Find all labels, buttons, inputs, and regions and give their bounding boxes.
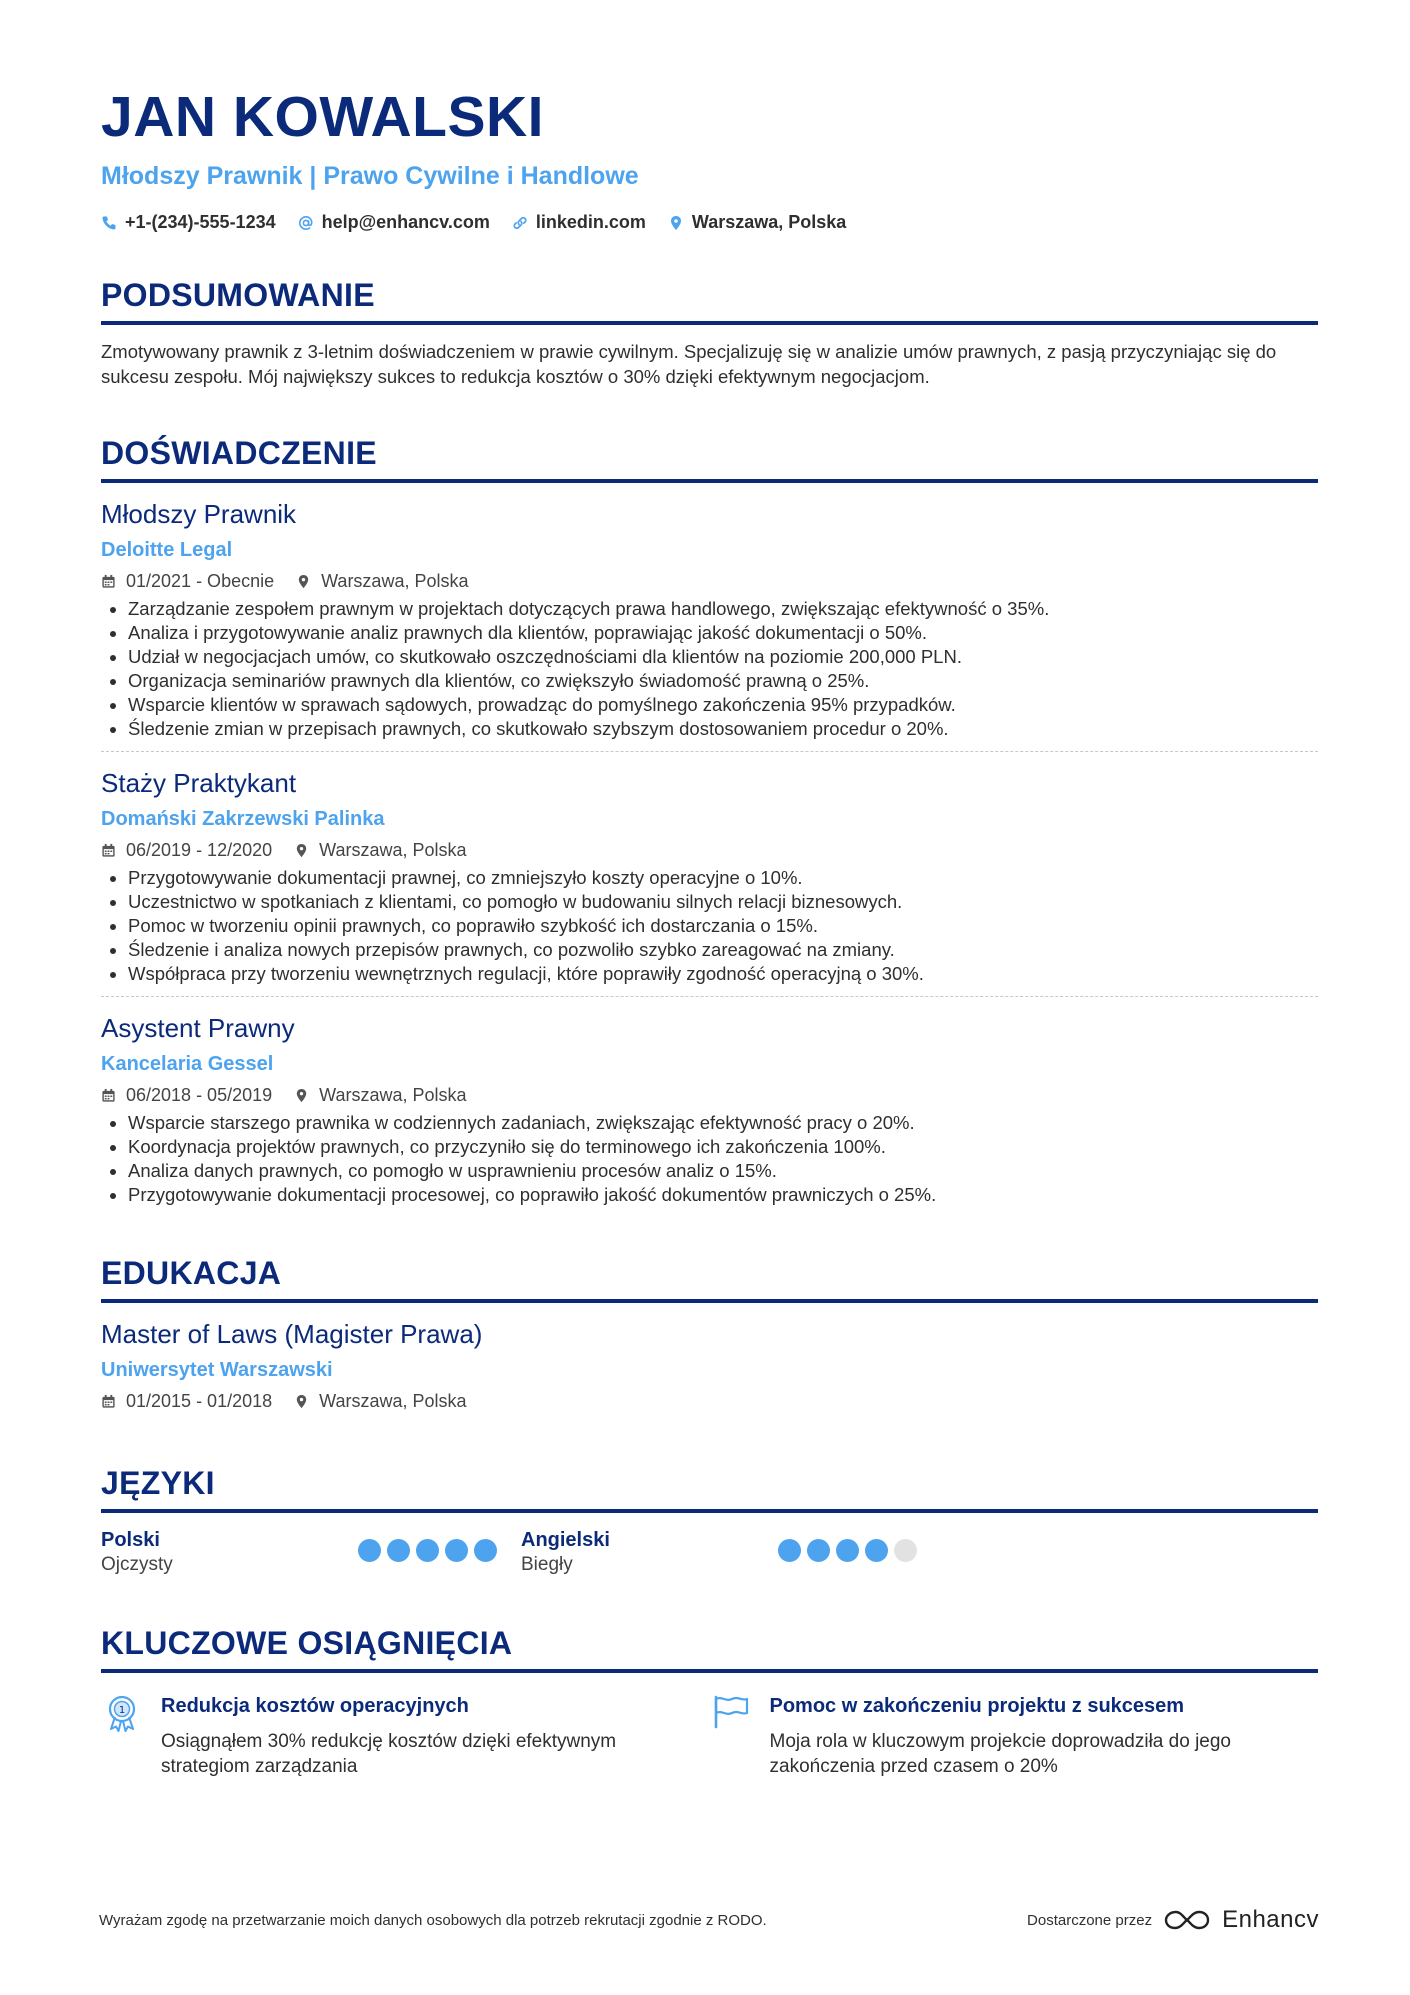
at-icon: [298, 215, 314, 231]
language-item: [521, 1527, 941, 1577]
dates-text: 01/2015 - 01/2018: [126, 1391, 273, 1411]
company-name: Kancelaria Gessel: [101, 1053, 274, 1075]
company-name: Deloitte Legal: [101, 539, 233, 561]
job-meta: [101, 569, 1318, 593]
rating-dot-filled: [865, 1539, 888, 1562]
achievements-heading: KLUCZOWE OSIĄGNIĘCIA: [101, 1623, 1318, 1673]
job-dates: [101, 838, 272, 862]
list-item: • Koordynacja projektów prawnych, co przyczyniło się do terminowego ich zakończenia 100%.: [128, 1135, 1318, 1159]
calendar-icon: [101, 574, 116, 589]
achievement-list: [101, 866, 1318, 986]
language-list: [101, 1527, 1318, 1577]
rating-dot-filled: [778, 1539, 801, 1562]
job-title: Staży Praktykant: [101, 768, 297, 798]
job-location: [294, 1083, 466, 1107]
experience-entry: [101, 997, 1318, 1217]
dates-text: 06/2018 - 05/2019: [126, 1085, 273, 1105]
location-pin-icon: [296, 574, 311, 589]
achievement-card: [710, 1693, 1319, 1779]
language-level: Biegły: [521, 1554, 573, 1575]
school-name: Uniwersytet Warszawski: [101, 1359, 333, 1381]
powered-by-label: Dostarczone przez: [1027, 1911, 1153, 1929]
education-meta: [101, 1389, 1318, 1413]
location-text: Warszawa, Polska: [691, 212, 847, 232]
list-item: • Pomoc w tworzeniu opinii prawnych, co poprawiło szybkość ich dostarczania o 15%.: [128, 914, 1318, 938]
calendar-icon: [101, 1394, 116, 1409]
enhancv-logo-icon: [1164, 1909, 1210, 1931]
experience-heading: DOŚWIADCZENIE: [101, 433, 1318, 483]
language-name: Polski: [101, 1529, 160, 1551]
list-item: • Analiza i przygotowywanie analiz prawnych dla klientów, poprawiając jakość dokumentacji o 50%.: [128, 621, 1318, 645]
language-level: Ojczysty: [101, 1554, 173, 1575]
achievements-section: [101, 1623, 1318, 1779]
achievement-list: [101, 597, 1318, 741]
rating-dot-filled: [416, 1539, 439, 1562]
powered-by[interactable]: [1027, 1906, 1319, 1934]
list-item: • Uczestnictwo w spotkaniach z klientami, co pomogło w budowaniu silnych relacji biznesowych.: [128, 890, 1318, 914]
languages-heading: JĘZYKI: [101, 1463, 1318, 1513]
email-text: help@enhancv.com: [321, 212, 490, 232]
education-entry: [101, 1303, 1318, 1423]
education-location: [294, 1389, 466, 1413]
job-title: Asystent Prawny: [101, 1013, 295, 1043]
location-text: Warszawa, Polska: [319, 840, 467, 860]
link-icon: [512, 215, 528, 231]
list-item: • Przygotowywanie dokumentacji prawnej, co zmniejszyło koszty operacyjne o 10%.: [128, 866, 1318, 890]
list-item: • Wsparcie klientów w sprawach sądowych, prowadząc do pomyślnego zakończenia 95% przypadków.: [128, 693, 1318, 717]
list-item: • Śledzenie zmian w przepisach prawnych, co skutkowało szybszym dostosowaniem procedur o 20%.: [128, 717, 1318, 741]
achievement-title: Redukcja kosztów operacyjnych: [161, 1695, 469, 1717]
location-pin-icon: [294, 1088, 309, 1103]
rating-dot-filled: [474, 1539, 497, 1562]
list-item: • Udział w negocjacjach umów, co skutkowało oszczędnościami dla klientów na poziomie 200,000 PLN.: [128, 645, 1318, 669]
svg-text:1: 1: [118, 1705, 126, 1716]
location-text: Warszawa, Polska: [321, 571, 469, 591]
language-item: [101, 1527, 521, 1577]
experience-section: [101, 433, 1318, 1217]
languages-section: [101, 1463, 1318, 1577]
job-meta: [101, 838, 1318, 862]
experience-entry: [101, 483, 1318, 752]
rating-dot-filled: [807, 1539, 830, 1562]
award-badge-icon: [101, 1693, 143, 1779]
list-item: • Śledzenie i analiza nowych przepisów prawnych, co pozwoliło szybko zareagować na zmiany.: [128, 938, 1318, 962]
achievement-list: [101, 1111, 1318, 1207]
summary-section: [101, 275, 1318, 389]
list-item: • Wsparcie starszego prawnika w codziennych zadaniach, zwiększając efektywność pracy o 20%.: [128, 1111, 1318, 1135]
calendar-icon: [101, 1088, 116, 1103]
job-location: [296, 569, 468, 593]
company-name: Domański Zakrzewski Palinka: [101, 808, 385, 830]
job-dates: [101, 1083, 272, 1107]
contact-bar: [101, 212, 1318, 233]
location-text: Warszawa, Polska: [319, 1391, 467, 1411]
link-text: linkedin.com: [535, 212, 646, 232]
rating-dot-filled: [836, 1539, 859, 1562]
candidate-name: JAN KOWALSKI: [101, 85, 545, 149]
language-rating: [778, 1539, 917, 1577]
footer: [99, 1906, 1319, 1934]
dates-text: 01/2021 - Obecnie: [126, 571, 275, 591]
dates-text: 06/2019 - 12/2020: [126, 840, 273, 860]
brand-name: Enhancv: [1222, 1906, 1319, 1933]
location-pin-icon: [294, 843, 309, 858]
location-pin-icon: [668, 215, 684, 231]
job-dates: [101, 569, 274, 593]
language-rating: [358, 1539, 497, 1577]
phone-text: +1-(234)-555-1234: [125, 212, 276, 232]
resume-content: [101, 82, 1318, 1779]
achievement-grid: [101, 1693, 1318, 1779]
language-name: Angielski: [521, 1529, 610, 1551]
education-section: [101, 1253, 1318, 1423]
experience-entry: [101, 752, 1318, 997]
rating-dot-empty: [894, 1539, 917, 1562]
list-item: • Przygotowywanie dokumentacji procesowej, co poprawiło jakość dokumentów prawniczych o 25%.: [128, 1183, 1318, 1207]
job-meta: [101, 1083, 1318, 1107]
list-item: • Współpraca przy tworzeniu wewnętrznych regulacji, które poprawiły zgodność operacyjną o 30%.: [128, 962, 1318, 986]
achievement-title: Pomoc w zakończeniu projektu z sukcesem: [769, 1695, 1185, 1717]
summary-text: Zmotywowany prawnik z 3-letnim doświadczeniem w prawie cywilnym. Specjalizuję się w analizie umów prawnych, z pasją przyczyniając się do sukcesu zespołu. Mój największy sukces to redukcja kosztów o 30% dzięki efektywnym negocjacjom.: [101, 341, 1277, 387]
contact-email[interactable]: [298, 212, 490, 233]
rating-dot-filled: [358, 1539, 381, 1562]
job-title: Młodszy Prawnik: [101, 499, 297, 529]
job-location: [294, 838, 466, 862]
contact-link[interactable]: [512, 212, 646, 233]
education-heading: EDUKACJA: [101, 1253, 1318, 1303]
achievement-text: Osiągnąłem 30% redukcję kosztów dzięki efektywnym strategiom zarządzania: [161, 1731, 617, 1777]
list-item: • Organizacja seminariów prawnych dla klientów, co zwiększyło świadomość prawną o 25%.: [128, 669, 1318, 693]
flag-icon: [710, 1693, 752, 1779]
achievement-card: [101, 1693, 710, 1779]
list-item: • Analiza danych prawnych, co pomogło w usprawnieniu procesów analiz o 15%.: [128, 1159, 1318, 1183]
achievement-text: Moja rola w kluczowym projekcie doprowadziła do jego zakończenia przed czasem o 20%: [769, 1731, 1231, 1777]
education-dates: [101, 1389, 272, 1413]
phone-icon: [101, 215, 117, 231]
location-pin-icon: [294, 1394, 309, 1409]
degree-title: Master of Laws (Magister Prawa): [101, 1319, 483, 1349]
calendar-icon: [101, 843, 116, 858]
contact-phone[interactable]: [101, 212, 276, 233]
rating-dot-filled: [445, 1539, 468, 1562]
summary-heading: PODSUMOWANIE: [101, 275, 1318, 325]
rating-dot-filled: [387, 1539, 410, 1562]
candidate-title: Młodszy Prawnik | Prawo Cywilne i Handlowe: [101, 162, 639, 190]
list-item: • Zarządzanie zespołem prawnym w projektach dotyczących prawa handlowego, zwiększając efektywność o 35%.: [128, 597, 1318, 621]
contact-location: [668, 212, 846, 233]
gdpr-consent: Wyrażam zgodę na przetwarzanie moich danych osobowych dla potrzeb rekrutacji zgodnie z RODO.: [99, 1911, 767, 1929]
location-text: Warszawa, Polska: [319, 1085, 467, 1105]
